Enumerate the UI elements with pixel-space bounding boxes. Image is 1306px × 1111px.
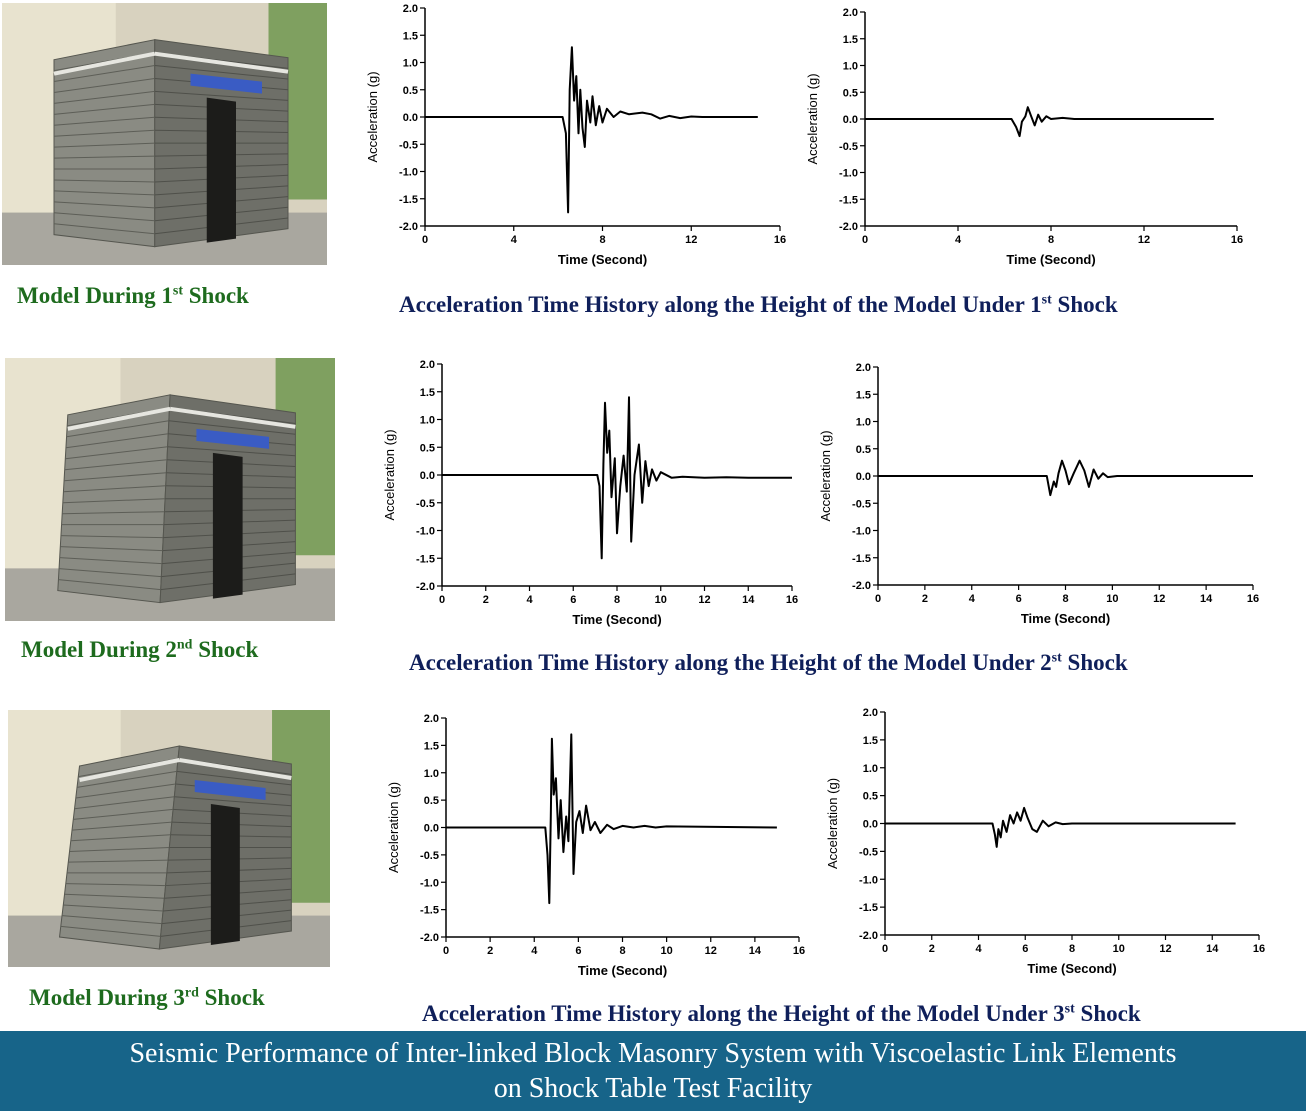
x-tick-label: 14 bbox=[742, 594, 755, 606]
y-tick-label: 1.5 bbox=[842, 33, 858, 46]
model-photo-1st-shock bbox=[2, 3, 327, 265]
x-tick-label: 8 bbox=[599, 234, 606, 246]
chart-svg bbox=[795, 0, 1244, 275]
x-tick-label: 14 bbox=[748, 945, 761, 957]
y-axis-label: Acceleration (g) bbox=[382, 429, 397, 521]
y-tick-label: -0.5 bbox=[852, 498, 871, 511]
y-tick-label: -0.5 bbox=[416, 497, 435, 510]
x-tick-label: 6 bbox=[570, 594, 577, 606]
door-opening bbox=[207, 98, 236, 243]
y-tick-label: -0.5 bbox=[859, 846, 878, 859]
y-tick-label: 0.5 bbox=[419, 442, 435, 455]
x-tick-label: 16 bbox=[1252, 943, 1266, 955]
x-tick-label: 14 bbox=[1200, 593, 1213, 605]
model-illustration bbox=[5, 358, 335, 621]
x-tick-label: 4 bbox=[510, 234, 517, 246]
x-tick-label: 2 bbox=[487, 945, 494, 957]
x-tick-label: 12 bbox=[704, 945, 717, 957]
door-opening bbox=[211, 804, 240, 945]
y-tick-label: -0.5 bbox=[420, 849, 439, 862]
x-tick-label: 8 bbox=[1047, 234, 1055, 246]
x-tick-label: 16 bbox=[1246, 593, 1260, 605]
y-tick-label: 0.5 bbox=[423, 795, 439, 808]
x-tick-label: 16 bbox=[1230, 234, 1244, 246]
y-tick-label: -1.5 bbox=[839, 194, 858, 207]
y-tick-label: 1.5 bbox=[402, 30, 418, 43]
y-tick-label: 1.5 bbox=[423, 740, 439, 753]
chart-svg bbox=[355, 0, 795, 275]
x-tick-label: 10 bbox=[654, 594, 667, 606]
chart-svg bbox=[375, 355, 805, 630]
acceleration-chart-shock1-right bbox=[795, 0, 1244, 275]
y-axis-label: Acceleration (g) bbox=[365, 71, 380, 163]
y-tick-label: 1.5 bbox=[419, 386, 435, 399]
row-caption-shock1: Acceleration Time History along the Height of the Model Under 1st Shock bbox=[399, 292, 1118, 317]
y-tick-label: -1.0 bbox=[399, 166, 418, 179]
x-tick-label: 10 bbox=[1106, 593, 1119, 605]
y-tick-label: -2.0 bbox=[399, 221, 418, 233]
x-tick-label: 16 bbox=[785, 594, 799, 606]
y-tick-label: -1.5 bbox=[420, 904, 439, 917]
x-tick-label: 8 bbox=[1068, 943, 1076, 955]
x-tick-label: 12 bbox=[685, 234, 698, 246]
footer-title-line2: on Shock Table Test Facility bbox=[493, 1073, 813, 1104]
chart-svg bbox=[810, 355, 1260, 630]
x-axis-label: Time (Second) bbox=[572, 612, 662, 627]
x-tick-label: 10 bbox=[660, 945, 673, 957]
x-tick-label: 4 bbox=[968, 593, 975, 605]
model-photo-2nd-shock bbox=[5, 358, 335, 621]
series-line bbox=[446, 734, 777, 903]
x-tick-label: 12 bbox=[1137, 234, 1151, 246]
y-tick-label: -1.0 bbox=[839, 167, 858, 180]
x-tick-label: 4 bbox=[531, 945, 538, 957]
y-tick-label: 0.5 bbox=[862, 790, 878, 803]
model-illustration bbox=[8, 710, 330, 967]
y-tick-label: -1.5 bbox=[399, 193, 418, 206]
x-axis-label: Time (Second) bbox=[1020, 611, 1111, 626]
x-tick-label: 0 bbox=[861, 234, 869, 246]
y-tick-label: -1.5 bbox=[859, 902, 878, 915]
x-tick-label: 12 bbox=[1159, 943, 1172, 955]
x-tick-label: 0 bbox=[881, 943, 889, 955]
acceleration-chart-shock3-left bbox=[380, 707, 810, 982]
y-tick-label: -2.0 bbox=[420, 932, 439, 944]
y-tick-label: 2.0 bbox=[419, 359, 435, 371]
y-tick-label: 0.0 bbox=[855, 471, 871, 483]
photo-caption-3rd: Model During 3rd Shock bbox=[29, 985, 265, 1010]
x-tick-label: 6 bbox=[1022, 943, 1029, 955]
series-line bbox=[878, 461, 1253, 495]
x-tick-label: 12 bbox=[698, 594, 711, 606]
x-tick-label: 4 bbox=[975, 943, 982, 955]
y-tick-label: 0.0 bbox=[402, 112, 418, 124]
series-line bbox=[442, 397, 792, 558]
y-tick-label: 0.0 bbox=[862, 818, 878, 831]
row-caption-shock3: Acceleration Time History along the Height of the Model Under 3st Shock bbox=[422, 1001, 1141, 1026]
x-tick-label: 0 bbox=[874, 593, 882, 605]
y-tick-label: -2.0 bbox=[852, 580, 871, 592]
y-axis-label: Acceleration (g) bbox=[386, 781, 401, 874]
y-tick-label: 2.0 bbox=[842, 7, 858, 19]
x-tick-label: 6 bbox=[575, 945, 582, 957]
x-axis-label: Time (Second) bbox=[577, 963, 668, 978]
acceleration-chart-shock3-right bbox=[815, 701, 1265, 976]
x-tick-label: 0 bbox=[442, 945, 450, 957]
chart-svg bbox=[380, 707, 810, 982]
y-tick-label: 1.5 bbox=[862, 734, 878, 747]
footer-title-line1: Seismic Performance of Inter-linked Block Masonry System with Viscoelastic Link Elements bbox=[129, 1038, 1177, 1069]
y-tick-label: 1.0 bbox=[862, 762, 878, 775]
door-opening bbox=[213, 453, 243, 599]
photo-caption-1st: Model During 1st Shock bbox=[17, 283, 249, 308]
y-tick-label: 0.0 bbox=[842, 114, 858, 126]
x-tick-label: 10 bbox=[1112, 943, 1125, 955]
series-line bbox=[885, 808, 1236, 847]
photo-caption-2nd: Model During 2nd Shock bbox=[21, 637, 259, 662]
x-tick-label: 2 bbox=[482, 594, 489, 606]
y-tick-label: 2.0 bbox=[423, 713, 439, 725]
y-tick-label: -1.0 bbox=[416, 525, 435, 538]
y-axis-label: Acceleration (g) bbox=[825, 777, 840, 870]
y-tick-label: -1.5 bbox=[852, 552, 871, 565]
y-tick-label: 0.5 bbox=[842, 87, 858, 100]
y-tick-label: -1.0 bbox=[852, 525, 871, 538]
y-tick-label: -0.5 bbox=[839, 140, 858, 153]
y-tick-label: -1.0 bbox=[420, 877, 439, 890]
model-photo-3rd-shock bbox=[8, 710, 330, 967]
y-tick-label: 1.0 bbox=[423, 767, 439, 780]
x-tick-label: 8 bbox=[1062, 593, 1069, 605]
acceleration-chart-shock2-right bbox=[810, 355, 1260, 630]
acceleration-chart-shock2-left bbox=[375, 355, 805, 630]
y-tick-label: 1.0 bbox=[842, 60, 858, 73]
footer-banner bbox=[0, 1031, 1306, 1111]
y-tick-label: 2.0 bbox=[862, 707, 878, 719]
x-tick-label: 16 bbox=[773, 234, 787, 246]
y-axis-label: Acceleration (g) bbox=[805, 73, 820, 165]
x-axis-label: Time (Second) bbox=[557, 252, 648, 267]
x-tick-label: 6 bbox=[1015, 593, 1022, 605]
y-tick-label: 0.0 bbox=[419, 470, 435, 482]
y-tick-label: 0.5 bbox=[855, 443, 871, 456]
y-tick-label: 0.5 bbox=[402, 84, 418, 97]
chart-svg bbox=[815, 701, 1265, 976]
acceleration-chart-shock1-left bbox=[355, 0, 795, 275]
x-axis-label: Time (Second) bbox=[1006, 252, 1096, 267]
y-tick-label: 1.0 bbox=[402, 57, 418, 70]
y-tick-label: -2.0 bbox=[839, 221, 858, 233]
x-tick-label: 8 bbox=[619, 945, 626, 957]
x-tick-label: 2 bbox=[921, 593, 928, 605]
x-tick-label: 4 bbox=[526, 594, 533, 606]
x-tick-label: 4 bbox=[954, 234, 962, 246]
y-tick-label: -1.0 bbox=[859, 874, 878, 887]
series-line bbox=[425, 47, 758, 212]
y-tick-label: -2.0 bbox=[859, 930, 878, 942]
y-tick-label: -0.5 bbox=[399, 139, 418, 152]
x-tick-label: 2 bbox=[928, 943, 935, 955]
model-illustration bbox=[2, 3, 327, 265]
x-tick-label: 0 bbox=[438, 594, 446, 606]
y-tick-label: 2.0 bbox=[855, 362, 871, 374]
x-axis-label: Time (Second) bbox=[1027, 961, 1117, 976]
x-tick-label: 16 bbox=[792, 945, 806, 957]
y-tick-label: -2.0 bbox=[416, 581, 435, 593]
y-tick-label: 2.0 bbox=[402, 3, 418, 15]
row-caption-shock2: Acceleration Time History along the Height of the Model Under 2st Shock bbox=[409, 650, 1128, 675]
x-tick-label: 14 bbox=[1206, 943, 1219, 955]
y-tick-label: 1.5 bbox=[855, 389, 871, 402]
series-line bbox=[865, 107, 1214, 136]
y-axis-label: Acceleration (g) bbox=[818, 430, 833, 522]
y-tick-label: 1.0 bbox=[419, 414, 435, 427]
y-tick-label: -1.5 bbox=[416, 553, 435, 566]
y-tick-label: 0.0 bbox=[423, 822, 439, 835]
x-tick-label: 0 bbox=[421, 234, 429, 246]
y-tick-label: 1.0 bbox=[855, 416, 871, 429]
x-tick-label: 12 bbox=[1153, 593, 1166, 605]
x-tick-label: 8 bbox=[613, 594, 621, 606]
